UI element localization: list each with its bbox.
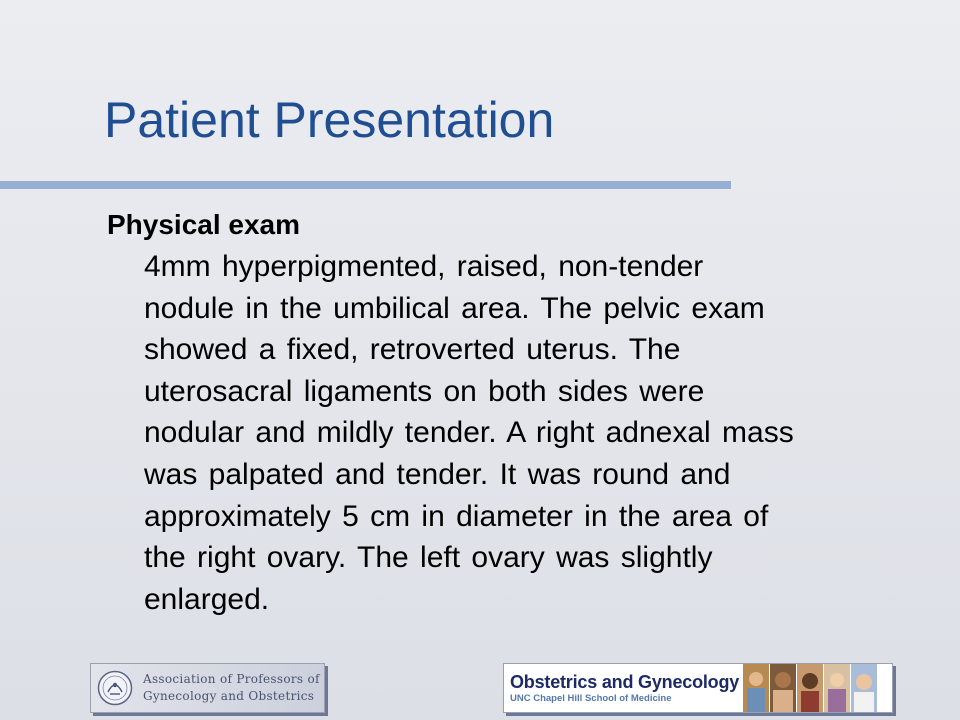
body-line: was palpated and tender. It was round and — [144, 457, 731, 491]
body-line: nodular and mildly tender. A right adnexal mass — [144, 416, 794, 450]
slide-body — [107, 207, 947, 620]
child-photo-icon — [797, 664, 823, 712]
body-line: 4mm hyperpigmented, raised, non-tender — [144, 250, 704, 283]
exam-paragraph — [144, 246, 944, 620]
body-line: approximately 5 cm in diameter in the area of — [144, 499, 769, 533]
body-line: enlarged. — [144, 582, 270, 616]
department-title: Obstetrics and Gynecology — [510, 672, 740, 692]
slide-title: Patient Presentation — [104, 92, 555, 148]
baby-photo-icon — [851, 664, 877, 712]
section-heading: Physical exam — [107, 209, 301, 240]
apgo-line-1: Association of Professors of — [143, 672, 320, 686]
body-line: uterosacral ligaments on both sides were — [144, 374, 705, 408]
photo-strip — [743, 664, 878, 712]
apgo-logo — [90, 663, 325, 713]
family-photo-icon — [743, 664, 769, 712]
unc-logo-text — [504, 671, 739, 705]
apgo-line-2: Gynecology and Obstetrics — [143, 689, 315, 703]
unc-obgyn-logo — [503, 663, 893, 713]
apgo-logo-text — [143, 671, 320, 705]
school-subtitle: UNC Chapel Hill School of Medicine — [510, 693, 672, 704]
body-line: showed a fixed, retroverted uterus. The — [144, 333, 681, 367]
seal-icon — [97, 670, 133, 706]
woman-photo-icon — [824, 664, 850, 712]
body-line: the right ovary. The left ovary was slightly — [144, 541, 713, 575]
title-divider — [0, 181, 731, 189]
mother-photo-icon — [770, 664, 796, 712]
body-line: nodule in the umbilical area. The pelvic exam — [144, 291, 765, 325]
